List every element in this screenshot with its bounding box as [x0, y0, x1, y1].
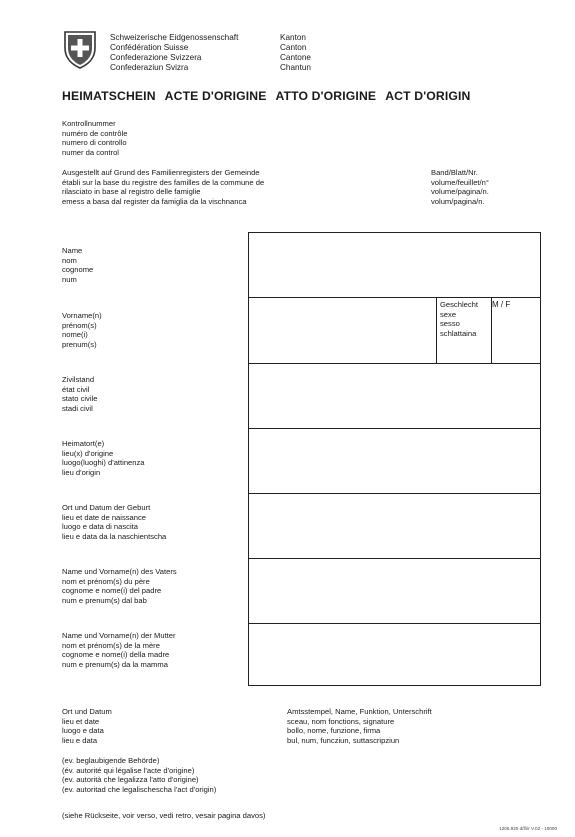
- first-name-label-it: nome(i): [62, 330, 88, 340]
- first-name-label-fr: prénom(s): [62, 320, 97, 330]
- swiss-crest-icon: [62, 30, 98, 70]
- sex-options: M / F: [492, 300, 511, 309]
- civil-status-label-rm: stadi civil: [62, 403, 93, 413]
- place-date-it: luogo e data: [62, 726, 104, 736]
- civil-status-label-it: stato civile: [62, 394, 98, 404]
- authority-rm: (ev. autoritad che legalischescha l'act d'origin): [62, 784, 217, 794]
- confederation-rm: Confederaziun Svizra: [110, 63, 189, 72]
- place-date-rm: lieu e data: [62, 735, 98, 745]
- place-date-label: [62, 707, 112, 745]
- stamp-de: Amtsstempel, Name, Funktion, Unterschrift: [287, 707, 432, 716]
- birth-label-de: Ort und Datum der Geburt: [62, 503, 151, 512]
- birth-label-fr: lieu et date de naissance: [62, 512, 147, 522]
- father-label-it: cognome e nome(i) del padre: [62, 586, 162, 596]
- stamp-rm: bul, num, funcziun, suttascripziun: [287, 735, 400, 745]
- authority-fr: (év. autorité qui légalise l'acte d'origine): [62, 765, 195, 775]
- canton-de: Kanton: [280, 33, 306, 42]
- place-of-origin-label-it: luogo(luoghi) d'attinenza: [62, 458, 145, 468]
- first-name-label: [62, 311, 102, 349]
- civil-status-label: [62, 375, 97, 413]
- mother-label-it: cognome e nome(i) della madre: [62, 650, 170, 660]
- title-it: ATTO D'ORIGINE: [275, 89, 377, 103]
- volume-it: volume/pagina/n.: [431, 187, 489, 197]
- issued-by-de: Ausgestellt auf Grund des Familienregisters der Gemeinde: [62, 168, 260, 177]
- civil-status-label-de: Zivilstand: [62, 375, 95, 384]
- issued-by-it: rilasciato in base al registro delle famiglie: [62, 187, 201, 197]
- sex-label-it: sesso: [440, 319, 460, 329]
- issued-by-label: [62, 168, 264, 206]
- name-label-de: Name: [62, 246, 83, 255]
- control-number-label: [62, 119, 127, 157]
- authority-it: (ev. autorità che legalizza l'atto d'origine): [62, 775, 199, 785]
- form-number: 1205.920 d/f/i/r V.02 - 10000: [499, 826, 557, 831]
- father-label: [62, 567, 177, 605]
- place-of-origin-label-rm: lieu d'origin: [62, 467, 101, 477]
- canton-it: Cantone: [280, 53, 311, 62]
- title-de: HEIMATSCHEIN: [62, 89, 156, 103]
- mother-label-fr: nom et prénom(s) de la mère: [62, 640, 160, 650]
- place-of-origin-label-de: Heimatort(e): [62, 439, 105, 448]
- birth-label: [62, 503, 166, 541]
- canton-rm: Chantun: [280, 63, 311, 72]
- divider: [249, 493, 540, 494]
- place-date-de: Ort und Datum: [62, 707, 112, 716]
- stamp-fr: sceau, nom fonctions, signature: [287, 716, 395, 726]
- father-label-fr: nom et prénom(s) du père: [62, 576, 150, 586]
- volume-fr: volume/feuillet/n°: [431, 177, 489, 187]
- volume-de: Band/Blatt/Nr.: [431, 168, 478, 177]
- place-date-fr: lieu et date: [62, 716, 100, 726]
- issued-by-fr: établi sur la base du registre des familles de la commune de: [62, 177, 265, 187]
- sex-label-de: Geschlecht: [440, 300, 478, 309]
- document-title: [62, 89, 479, 103]
- first-name-label-de: Vorname(n): [62, 311, 102, 320]
- divider: [249, 623, 540, 624]
- sex-label: [440, 300, 478, 338]
- control-number-it: numero di controllo: [62, 138, 127, 148]
- divider: [249, 428, 540, 429]
- mother-label: [62, 631, 176, 669]
- sex-label-fr: sexe: [440, 309, 457, 319]
- confederation-fr: Confédération Suisse: [110, 43, 189, 52]
- sex-label-rm: schlattaina: [440, 328, 477, 338]
- name-label-it: cognome: [62, 265, 94, 275]
- stamp-signature-label: [287, 707, 432, 745]
- control-number-de: Kontrollnummer: [62, 119, 116, 128]
- title-rm: ACT D'ORIGIN: [385, 89, 471, 103]
- father-label-rm: num e prenum(s) dal bab: [62, 595, 147, 605]
- divider: [436, 297, 437, 363]
- title-fr: ACTE D'ORIGINE: [164, 89, 267, 103]
- canton-label: [280, 33, 311, 73]
- place-of-origin-label: [62, 439, 145, 477]
- father-label-de: Name und Vorname(n) des Vaters: [62, 567, 177, 576]
- divider: [249, 363, 540, 364]
- name-label-rm: num: [62, 274, 77, 284]
- stamp-it: bollo, nome, funzione, firma: [287, 726, 381, 736]
- divider: [249, 558, 540, 559]
- control-number-fr: numéro de contrôle: [62, 128, 128, 138]
- first-name-label-rm: prenum(s): [62, 339, 97, 349]
- authority-label: [62, 756, 216, 794]
- birth-label-rm: lieu e data da la naschientscha: [62, 531, 167, 541]
- confederation-it: Confederazione Svizzera: [110, 53, 202, 62]
- name-label-fr: nom: [62, 255, 77, 265]
- backside-note: (siehe Rückseite, voir verso, vedi retro, vesair pagina davos): [62, 811, 266, 820]
- confederation-name: [110, 33, 238, 73]
- civil-status-label-fr: état civil: [62, 384, 90, 394]
- control-number-rm: numer da control: [62, 147, 119, 157]
- confederation-de: Schweizerische Eidgenossenschaft: [110, 33, 239, 42]
- birth-label-it: luogo e data di nascita: [62, 522, 138, 532]
- mother-label-rm: num e prenum(s) da la mamma: [62, 659, 168, 669]
- name-label: [62, 246, 93, 284]
- place-of-origin-label-fr: lieu(x) d'origine: [62, 448, 114, 458]
- mother-label-de: Name und Vorname(n) der Mutter: [62, 631, 176, 640]
- issued-by-rm: emess a basa dal register da famiglia da la vischnanca: [62, 196, 247, 206]
- canton-fr: Canton: [280, 43, 307, 52]
- volume-rm: volum/pagina/n.: [431, 196, 485, 206]
- authority-de: (ev. beglaubigende Behörde): [62, 756, 160, 765]
- divider: [249, 297, 540, 298]
- volume-label: [431, 168, 489, 206]
